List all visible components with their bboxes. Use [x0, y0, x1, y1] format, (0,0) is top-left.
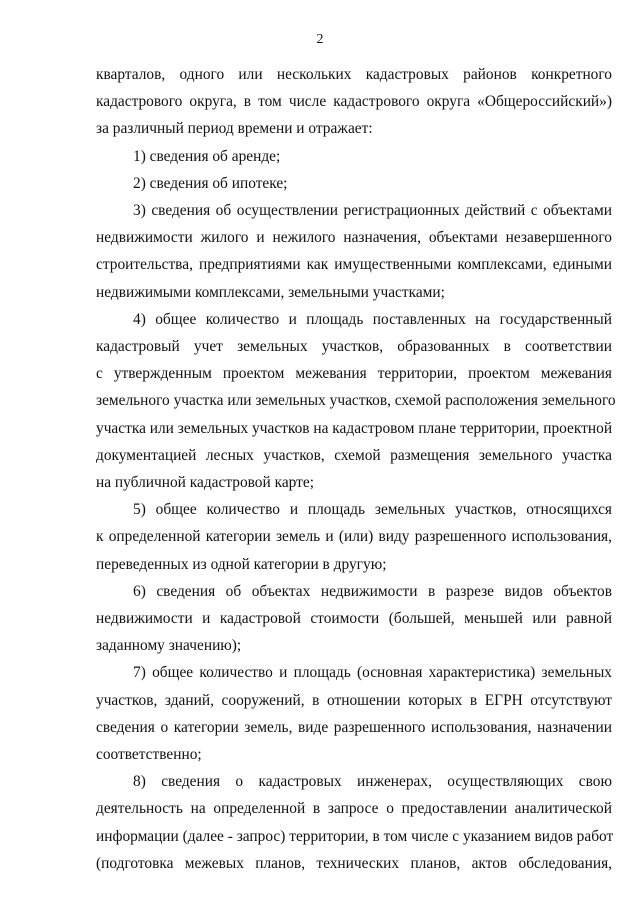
list-item-1 [96, 143, 612, 170]
text-line: документацией лесных участков, схемой размещения земельного участка [96, 446, 612, 464]
text-line: деятельность на определенной в запросе о предоставлении аналитической [96, 800, 612, 818]
text-line: 4) общее количество и площадь поставленных на государственный [133, 310, 612, 328]
text-line: к определенной категории земель и (или) виду разрешенного использования, [96, 528, 612, 546]
text-line: (подготовка межевых планов, технических планов, актов обследования, [96, 854, 612, 872]
text-line: недвижимыми комплексами, земельными участками; [96, 283, 445, 301]
list-item-5 [96, 496, 612, 578]
text-line: за различный период времени и отражает: [96, 120, 373, 138]
text-line: 1) сведения об аренде; [133, 147, 281, 165]
text-line: переведенных из одной категории в другую; [96, 555, 387, 573]
text-line: участков, зданий, сооружений, в отношении которых в ЕГРН отсутствуют [96, 691, 612, 709]
text-line: строительства, предприятиями как имущественными комплексами, едиными [96, 256, 612, 274]
text-line: недвижимости жилого и нежилого назначения, объектами незавершенного [96, 229, 612, 247]
text-line: участка или земельных участков на кадастровом плане территории, проектной [96, 419, 613, 437]
text-line: на публичной кадастровой карте; [96, 474, 314, 492]
text-line: кадастрового округа, в том числе кадастрового округа «Общероссийский») [96, 93, 612, 111]
list-item-7 [96, 659, 612, 768]
page-number: 2 [316, 32, 324, 47]
text-line: недвижимости и кадастровой стоимости (большей, меньшей или равной [96, 610, 612, 628]
text-line: кадастровый учет земельных участков, образованных в соответствии [96, 338, 612, 356]
list-item-2 [96, 170, 612, 197]
text-line: 3) сведения об осуществлении регистрационных действий с объектами [133, 202, 612, 220]
text-line: 7) общее количество и площадь (основная характеристика) земельных [133, 664, 612, 682]
text-line: соответственно; [96, 746, 202, 764]
text-line: информации (далее - запрос) территории, в том числе с указанием видов работ [96, 827, 614, 845]
document-body [96, 61, 616, 877]
text-line: кварталов, одного или нескольких кадастровых районов конкретного [96, 66, 612, 83]
text-line: земельного участка или земельных участков, схемой расположения земельного [96, 392, 616, 410]
text-line: заданному значению); [96, 637, 242, 655]
list-item-3 [96, 197, 612, 306]
list-item-6 [96, 578, 612, 660]
text-line: 6) сведения об объектах недвижимости в разрезе видов объектов [133, 582, 612, 600]
text-line: 8) сведения о кадастровых инженерах, осуществляющих свою [133, 773, 612, 791]
text-line: с утвержденным проектом межевания территории, проектом межевания [96, 365, 612, 383]
list-item-8 [96, 768, 612, 877]
text-line: сведения о категории земель, виде разрешенного использования, назначении [96, 718, 612, 736]
text-line: 5) общее количество и площадь земельных участков, относящихся [133, 501, 612, 519]
paragraph-intro [96, 61, 612, 143]
list-item-4 [96, 306, 616, 496]
text-line: 2) сведения об ипотеке; [133, 174, 288, 192]
